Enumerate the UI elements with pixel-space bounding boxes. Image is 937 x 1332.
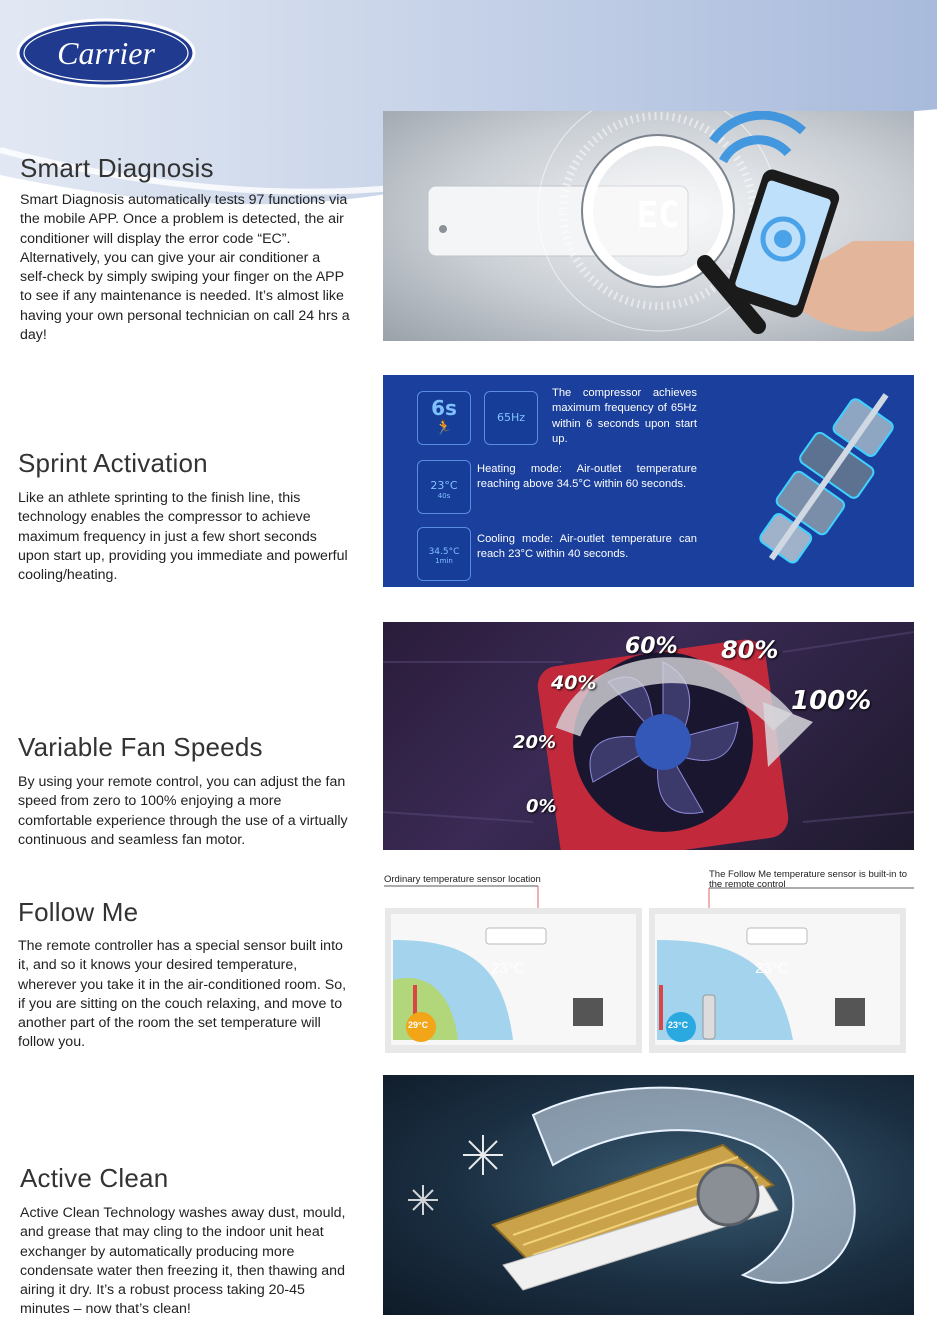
variable-fan-body: By using your remote control, you can adjust the fan speed from zero to 100% enjoying a more comfortable experience through the use of a virtually continuous and seamless fan motor. — [18, 774, 348, 848]
fan-speed-40: 40% — [551, 672, 597, 694]
frequency-label: 65Hz — [496, 411, 526, 424]
ac-unit-right — [747, 928, 807, 944]
carrier-logo — [16, 18, 196, 88]
fan-speed-60: 60% — [625, 634, 678, 659]
fan-motor — [698, 1165, 758, 1225]
follow-me-title: Follow Me — [18, 897, 139, 927]
active-clean-body: Active Clean Technology washes away dust, mould, and grease that may cling to the indoor unit heat exchanger by automatically producing more condensate water then freezing it, then thawing and airing it dry. It’s a robust process taking 20-45 minutes – now that’s clean! — [20, 1205, 346, 1318]
heating-icon-temp: 23°C — [430, 479, 458, 492]
heating-text: Heating mode: Air-outlet temperature reaching above 34.5°C within 60 seconds. — [477, 463, 697, 491]
compressor-text: The compressor achieves maximum frequency of 65Hz within 6 seconds upon start up. — [552, 387, 697, 445]
diagnosis-illustration — [383, 111, 914, 341]
fan-speed-20: 20% — [513, 732, 557, 753]
follow-me-illustration — [383, 870, 914, 1055]
logo-text: Carrier — [57, 35, 155, 71]
frequency-icon — [484, 391, 538, 445]
heating-icon-time: 40s — [437, 492, 451, 500]
heating-icon — [417, 460, 471, 514]
ac-unit-left — [486, 928, 546, 944]
wifi-icon — [713, 115, 803, 161]
snowflake-icon — [463, 1135, 503, 1175]
six-seconds-icon — [417, 391, 471, 445]
follow-me-body: The remote controller has a special sensor built into it, and so it knows your desired temperature, wherever you take it in the air-conditioned room. So, if you are sitting on the couch relaxing, and move to another part of the room the set temperature will follow you. — [18, 938, 347, 1051]
sprint-activation-image — [383, 375, 914, 587]
variable-fan-image — [383, 622, 914, 850]
error-code-display: EC — [636, 195, 680, 236]
smart-diagnosis-body: Smart Diagnosis automatically tests 97 functions via the mobile APP. Once a problem is detected, the air conditioner will display the error code “EC”. Alternatively, you can give your air conditioner a self-check by simply swiping your finger on the APP to see if any maintenance is needed. It’s almost like having your own personal technician on call 24 hrs a day! — [20, 192, 350, 344]
six-seconds-label: 6s — [431, 396, 457, 420]
sprint-activation-title: Sprint Activation — [18, 448, 208, 478]
remote-control-icon — [703, 995, 715, 1039]
cooling-icon — [417, 527, 471, 581]
ordinary-sensor-label: Ordinary temperature sensor location — [384, 874, 541, 885]
follow-me-image — [383, 870, 914, 1055]
fan-speed-80: 80% — [721, 636, 779, 664]
cooling-text: Cooling mode: Air-outlet temperature can reach 23°C within 40 seconds. — [477, 533, 697, 561]
smart-diagnosis-title: Smart Diagnosis — [20, 153, 214, 183]
cooling-icon-temp: 34.5°C — [428, 547, 460, 557]
fan-speed-0: 0% — [526, 796, 557, 817]
room-temp-left: 23°C — [491, 960, 525, 977]
active-clean-title: Active Clean — [20, 1163, 169, 1193]
variable-fan-title: Variable Fan Speeds — [18, 732, 263, 762]
couch-temp-left: 29°C — [408, 1020, 429, 1030]
smart-diagnosis-image — [383, 111, 914, 341]
active-clean-illustration — [383, 1075, 914, 1315]
cooling-icon-time: 1min — [435, 557, 453, 565]
sprint-activation-body: Like an athlete sprinting to the finish line, this technology enables the compressor to achieve maximum frequency in just a few short seconds upon start up, providing you immediate and powerful cooling/heating. — [18, 490, 348, 584]
running-man-icon: 🏃 — [435, 420, 453, 436]
couch-temp-right: 23°C — [668, 1020, 689, 1030]
active-clean-image — [383, 1075, 914, 1315]
room-temp-right: 23°C — [755, 960, 789, 977]
fan-speed-100: 100% — [791, 686, 872, 716]
follow-me-sensor-label: The Follow Me temperature sensor is built-in to the remote control — [709, 870, 907, 890]
